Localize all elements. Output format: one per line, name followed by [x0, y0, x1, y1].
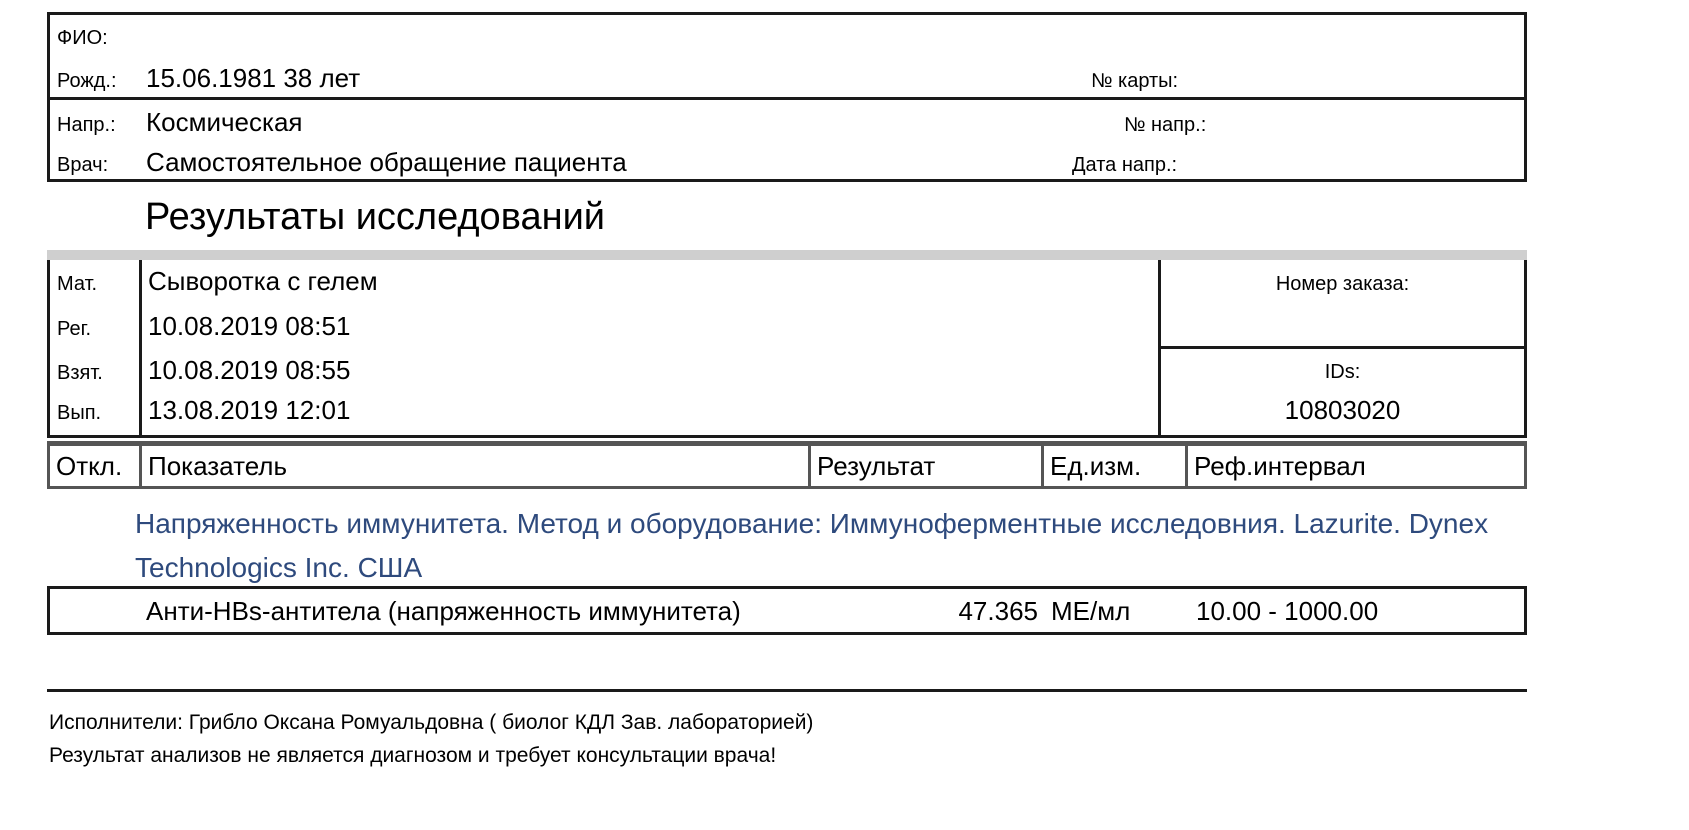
table-row	[47, 586, 1527, 635]
registered-value: 10.08.2019 08:51	[148, 311, 351, 341]
done-value: 13.08.2019 12:01	[148, 395, 351, 425]
taken-label: Взят.	[57, 362, 103, 384]
birth-label: Рожд.:	[57, 70, 117, 92]
order-ids-divider	[1158, 346, 1524, 349]
order-label: Номер заказа:	[1275, 273, 1410, 295]
referral-label: Напр.:	[57, 114, 116, 136]
material-value: Сыворотка с гелем	[148, 266, 378, 296]
row-ref-interval: 10.00 - 1000.00	[1196, 596, 1379, 626]
doctor-label: Врач:	[57, 154, 109, 176]
section-title-line-1: Напряженность иммунитета. Метод и оборудование: Иммуноферментные исследовния. Lazurite. Dynex	[135, 508, 1489, 539]
birth-value: 15.06.1981 38 лет	[146, 63, 361, 93]
doctor-value: Самостоятельное обращение пациента	[146, 147, 627, 177]
footer-performers: Исполнители: Грибло Оксана Ромуальдовна ( биолог КДЛ Зав. лабораторией)	[49, 711, 814, 734]
results-table-header	[47, 441, 1527, 489]
title-separator	[47, 250, 1527, 260]
registered-label: Рег.	[57, 318, 91, 340]
referral-date-label: Дата напр.:	[1072, 154, 1178, 176]
row-unit: МЕ/мл	[1051, 596, 1131, 626]
row-indicator: Анти-HBs-антитела (напряженность иммунитета)	[146, 596, 741, 626]
header-ref-interval: Реф.интервал	[1194, 450, 1366, 481]
header-deviation: Откл.	[56, 450, 123, 481]
material-label: Мат.	[57, 273, 98, 295]
ids-label: IDs:	[1324, 361, 1361, 383]
section-title	[135, 502, 1555, 590]
card-label: № карты:	[1091, 70, 1179, 92]
section-title-line-2: Technologics Inc. США	[135, 552, 423, 583]
sample-label-divider	[139, 260, 142, 435]
footer-disclaimer: Результат анализов не является диагнозом и требует консультации врача!	[49, 744, 777, 767]
header-result: Результат	[817, 450, 936, 481]
referral-value: Космическая	[146, 107, 303, 137]
patient-info-box	[47, 12, 1527, 182]
fio-label: ФИО:	[57, 27, 108, 49]
header-unit: Ед.изм.	[1050, 450, 1142, 481]
taken-value: 10.08.2019 08:55	[148, 355, 351, 385]
done-label: Вып.	[57, 402, 102, 424]
footer-divider	[47, 689, 1527, 692]
ids-value: 10803020	[1284, 395, 1401, 425]
sample-info-box	[47, 260, 1527, 438]
page-title: Результаты исследований	[145, 196, 606, 238]
header-indicator: Показатель	[148, 450, 288, 481]
row-result: 47.365	[958, 596, 1038, 626]
patient-divider	[50, 97, 1524, 100]
referral-no-label: № напр.:	[1124, 114, 1207, 136]
